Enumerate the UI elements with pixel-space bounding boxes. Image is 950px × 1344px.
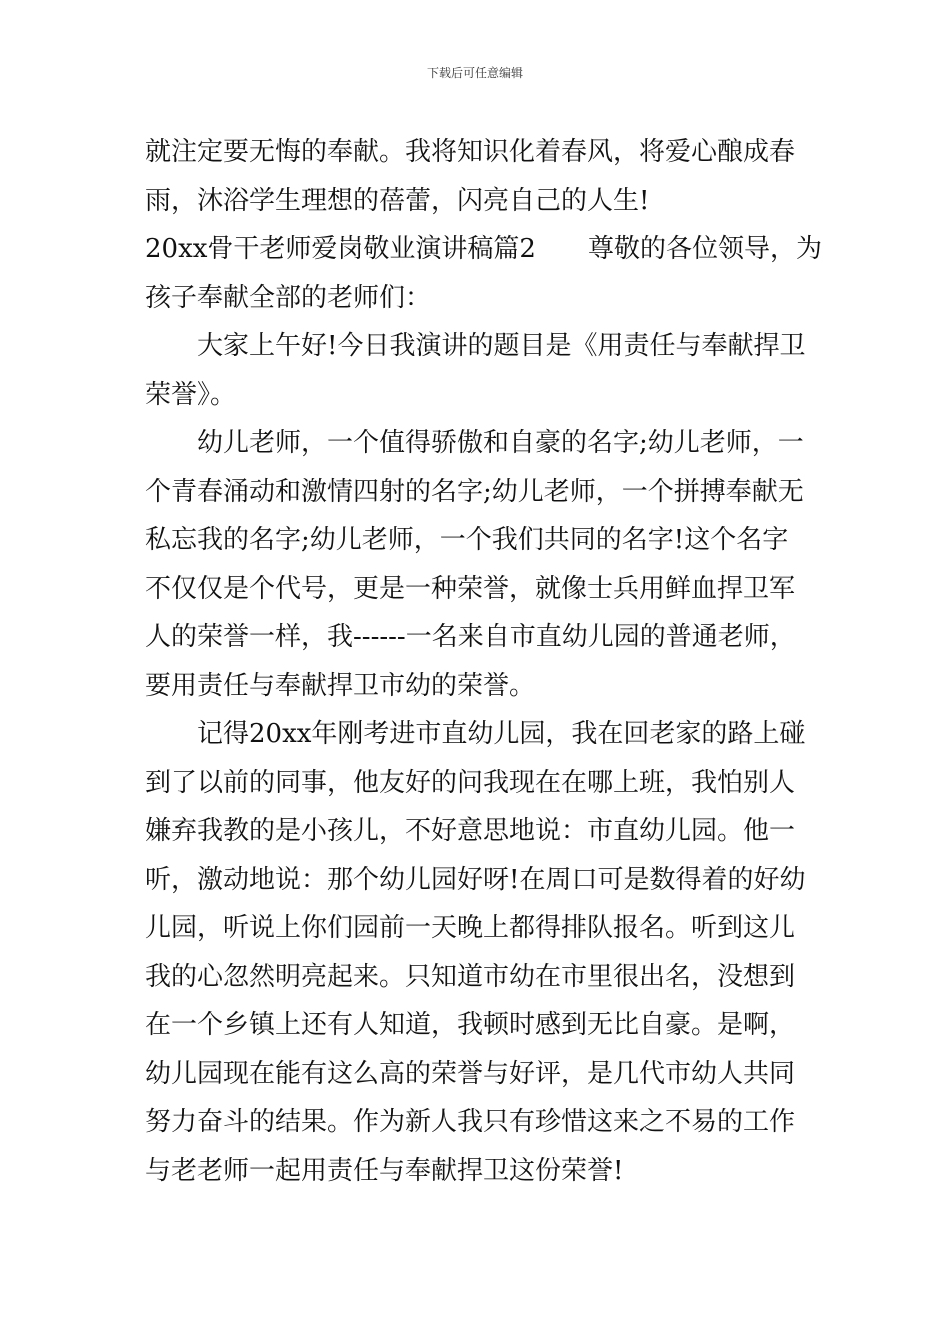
text-line: 就注定要无悔的奉献。我将知识化着春风，将爱心酿成春 — [145, 137, 796, 167]
text-line: 大家上午好!今日我演讲的题目是《用责任与奉献捍卫 — [197, 331, 806, 361]
text-line: 在一个乡镇上还有人知道，我顿时感到无比自豪。是啊， — [145, 1010, 796, 1040]
text-line: 儿园，听说上你们园前一天晚上都得排队报名。听到这儿 — [145, 913, 796, 943]
text-line: 雨，沐浴学生理想的蓓蕾，闪亮自己的人生! — [145, 185, 650, 216]
text-line: 人的荣誉一样，我------一名来自市直幼儿园的普通老师， — [145, 622, 796, 652]
text-line: 幼儿老师，一个值得骄傲和自豪的名字;幼儿老师，一 — [197, 428, 804, 458]
text-line: 要用责任与奉献捍卫市幼的荣誉。 — [145, 670, 536, 701]
text-line: 私忘我的名字;幼儿老师，一个我们共同的名字!这个名字 — [145, 525, 789, 555]
paragraph — [145, 128, 825, 225]
paragraph — [145, 322, 825, 419]
text-line: 记得20xx年刚考进市直幼儿园，我在回老家的路上碰 — [197, 719, 806, 749]
text-line: 幼儿园现在能有这么高的荣誉与好评，是几代市幼人共同 — [145, 1058, 796, 1089]
paragraph — [145, 225, 825, 322]
text-line: 与老老师一起用责任与奉献捍卫这份荣誉! — [145, 1155, 624, 1186]
text-line: 孩子奉献全部的老师们： — [145, 282, 432, 313]
text-line: 荣誉》。 — [145, 379, 237, 410]
text-line: 20xx骨干老师爱岗敬业演讲稿篇2 尊敬的各位领导，为 — [145, 234, 822, 264]
text-line: 到了以前的同事，他友好的问我现在在哪上班，我怕别人 — [145, 767, 796, 798]
paragraph — [145, 710, 825, 1195]
text-line: 我的心忽然明亮起来。只知道市幼在市里很出名，没想到 — [145, 961, 796, 992]
text-line: 不仅仅是个代号，更是一种荣誉，就像士兵用鲜血捍卫军 — [145, 573, 796, 604]
text-line: 嫌弃我教的是小孩儿，不好意思地说：市直幼儿园。他一 — [145, 816, 796, 846]
text-line: 听，激动地说：那个幼儿园好呀!在周口可是数得着的好幼 — [145, 864, 806, 895]
paragraph — [145, 419, 825, 710]
text-line: 努力奋斗的结果。作为新人我只有珍惜这来之不易的工作 — [145, 1107, 796, 1137]
text-line: 个青春涌动和激情四射的名字;幼儿老师，一个拼搏奉献无 — [145, 476, 804, 507]
document-body — [145, 128, 825, 1195]
page-header: 下载后可任意编辑 — [426, 66, 523, 80]
